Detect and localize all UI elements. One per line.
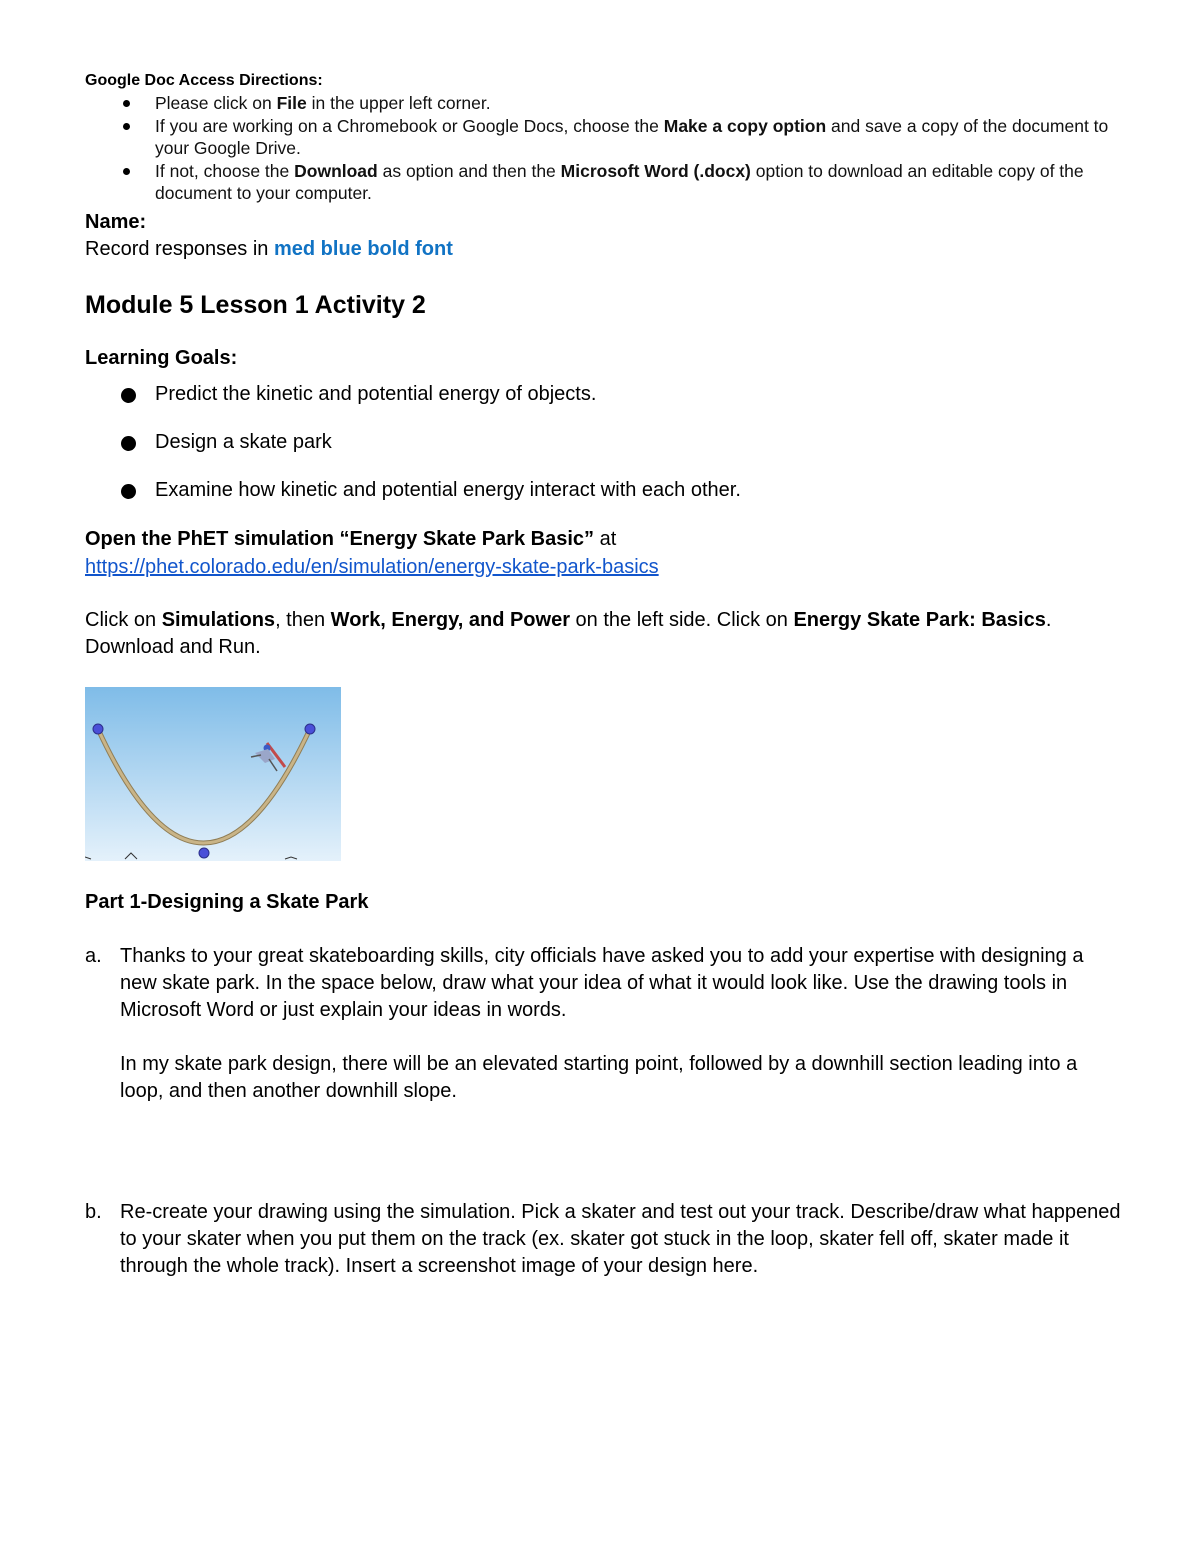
list-item: If not, choose the Download as option and then the Microsoft Word (.docx) option to download an editable copy of the document to your computer. bbox=[85, 160, 1125, 205]
list-item: Please click on File in the upper left corner. bbox=[85, 92, 1125, 115]
learning-goals-heading: Learning Goals: bbox=[85, 346, 238, 369]
bullet-icon bbox=[123, 123, 130, 130]
name-label: Name: bbox=[85, 210, 147, 233]
response-font-sample: med blue bold font bbox=[273, 237, 453, 260]
phet-simulation-link[interactable]: https://phet.colorado.edu/en/simulation/energy-skate-park-basics bbox=[85, 555, 659, 578]
list-item: Design a skate park bbox=[85, 429, 1125, 455]
question-b-text: Re-create your drawing using the simulation. Pick a skater and test out your track. Describe/draw what happened to your skater when you put them on the track (ex. skater got stuck in the loop, skater fell off, skater made it through the whole track). Insert a screenshot image of your design here. bbox=[120, 1200, 1121, 1277]
bullet-icon bbox=[121, 436, 136, 451]
document-page bbox=[85, 70, 1125, 1280]
click-instructions: Click on Simulations, then Work, Energy, and Power on the left side. Click on Energy Skate Park: Basics. Download and Run. bbox=[85, 608, 1052, 658]
bullet-icon bbox=[121, 388, 136, 403]
skate-park-simulation-image bbox=[85, 687, 341, 861]
page-title: Module 5 Lesson 1 Activity 2 bbox=[85, 290, 426, 319]
access-directions-heading: Google Doc Access Directions: bbox=[85, 72, 323, 89]
bullet-icon bbox=[121, 484, 136, 499]
bullet-icon bbox=[123, 100, 130, 107]
bullet-icon bbox=[123, 168, 130, 175]
list-item: Predict the kinetic and potential energy of objects. bbox=[85, 381, 1125, 407]
learning-goals-list bbox=[85, 381, 1125, 503]
question-a bbox=[85, 943, 1125, 1105]
record-responses-line: Record responses in med blue bold font bbox=[85, 237, 453, 260]
question-a-answer[interactable]: In my skate park design, there will be an elevated starting point, followed by a downhill section leading into a loop, and then another downhill slope. bbox=[120, 1052, 1078, 1102]
phet-instruction: Open the PhET simulation “Energy Skate Park Basic” at bbox=[85, 527, 617, 550]
list-item: If you are working on a Chromebook or Google Docs, choose the Make a copy option and save a copy of the document to your Google Drive. bbox=[85, 115, 1125, 160]
question-list bbox=[85, 943, 1125, 1280]
question-letter: b. bbox=[85, 1200, 102, 1223]
question-b bbox=[85, 1199, 1125, 1280]
track-control-point bbox=[199, 848, 209, 858]
question-letter: a. bbox=[85, 944, 102, 967]
list-item: Examine how kinetic and potential energy interact with each other. bbox=[85, 477, 1125, 503]
part1-heading: Part 1-Designing a Skate Park bbox=[85, 890, 369, 913]
access-directions-list bbox=[85, 92, 1125, 205]
track-control-point bbox=[305, 724, 315, 734]
track-control-point bbox=[93, 724, 103, 734]
question-a-text: Thanks to your great skateboarding skills, city officials have asked you to add your expertise with designing a new skate park. In the space below, draw what your idea of what it would look like. Use the drawing tools in Microsoft Word or just explain your ideas in words. bbox=[120, 944, 1084, 1021]
